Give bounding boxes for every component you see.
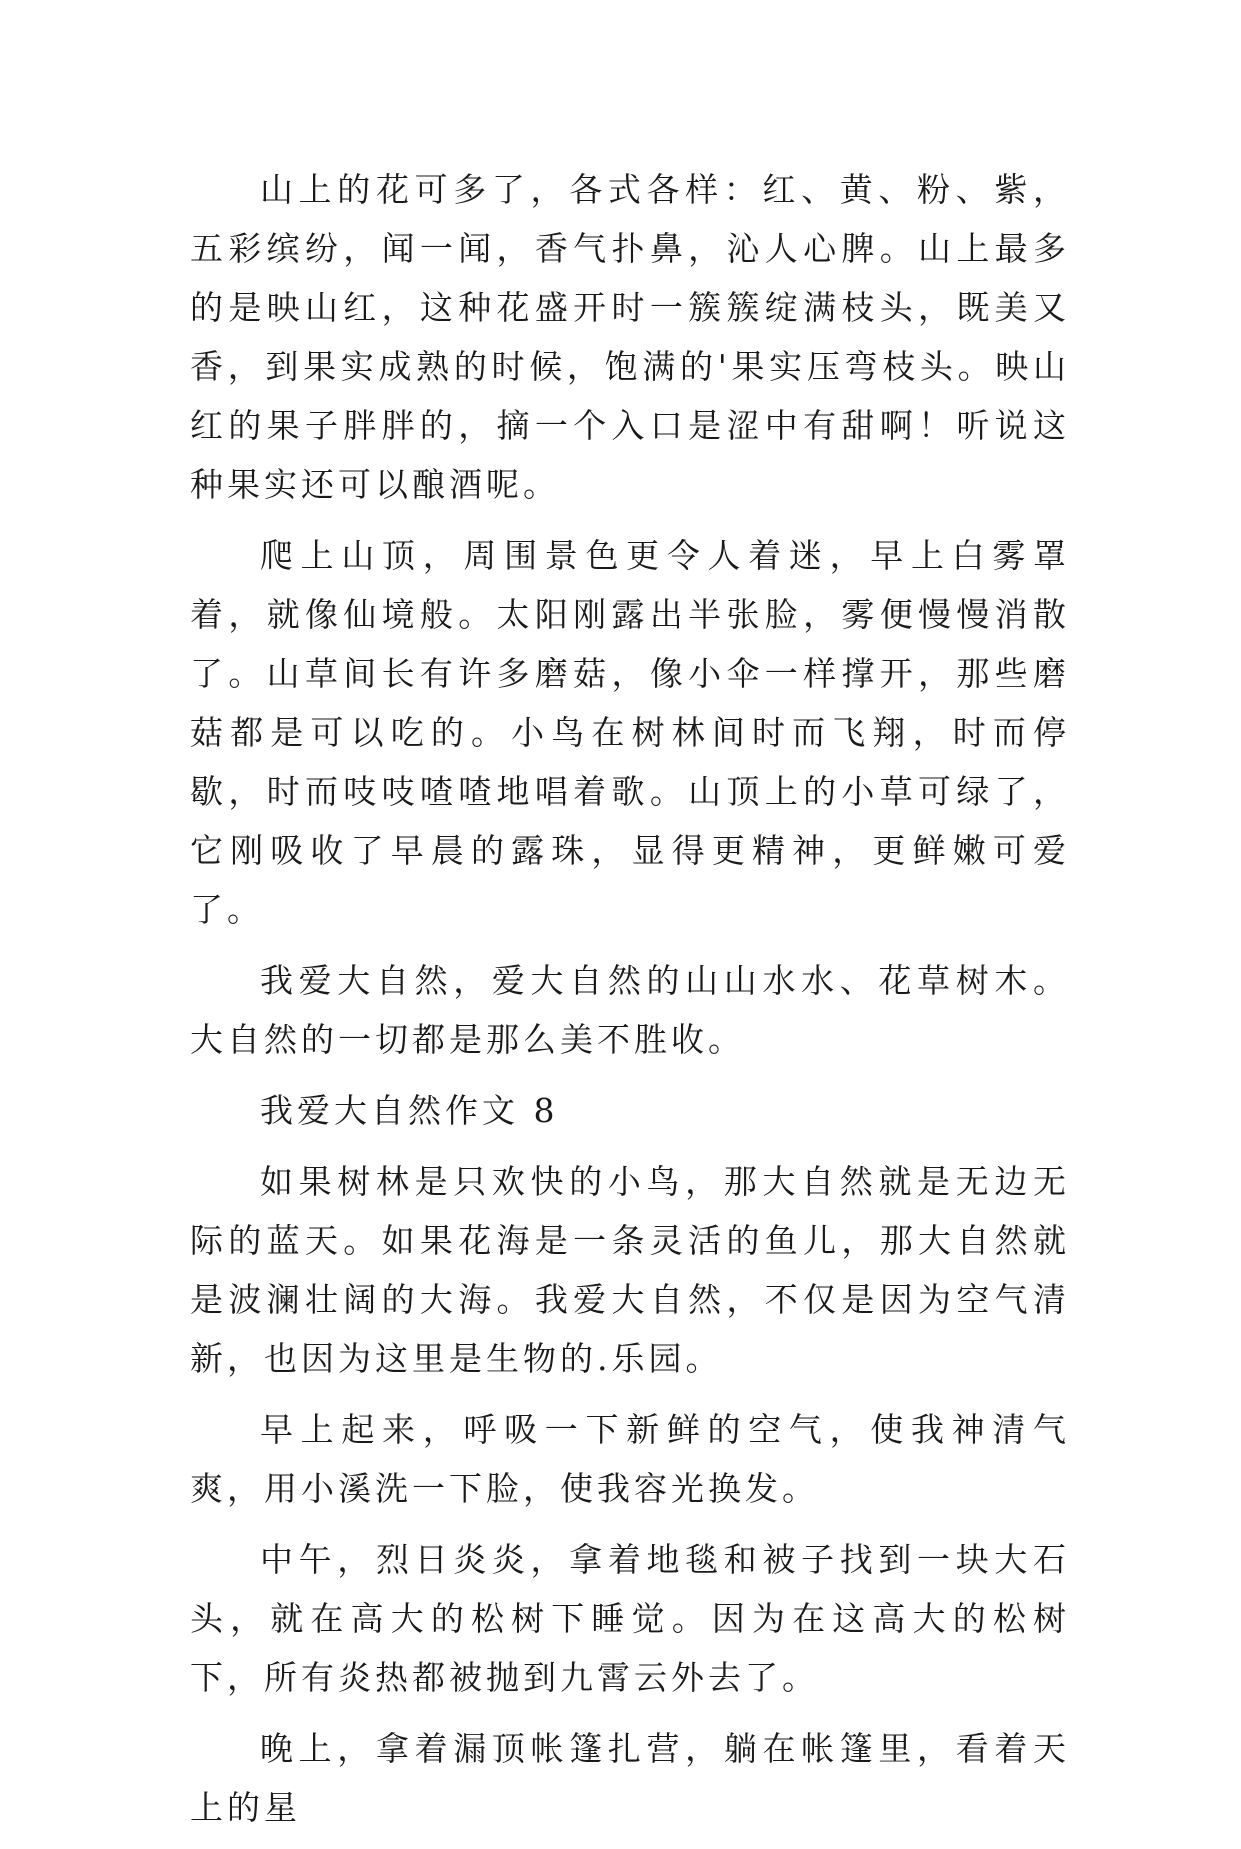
document-body	[190, 160, 1070, 1849]
paragraph-morning: 早上起来，呼吸一下新鲜的空气，使我神清气爽，用小溪洗一下脸，使我容光换发。	[190, 1410, 1070, 1508]
paragraph-mountain-top: 爬上山顶，周围景色更令人着迷，早上白雾罩着，就像仙境般。太阳刚露出半张脸，雾便慢慢消散了。山草间长有许多磨菇，像小伞一样撑开，那些磨菇都是可以吃的。小鸟在树林间时而飞翔，时而停歇，时而吱吱喳喳地唱着歌。山顶上的小草可绿了，它刚吸收了早晨的露珠，显得更精神，更鲜嫩可爱了。	[190, 536, 1070, 929]
paragraph-forest-sky: 如果树林是只欢快的小鸟，那大自然就是无边无际的蓝天。如果花海是一条灵活的鱼儿，那大自然就是波澜壮阔的大海。我爱大自然，不仅是因为空气清新，也因为这里是生物的.乐园。	[190, 1162, 1070, 1378]
essay-heading: 我爱大自然作文 8	[260, 1091, 559, 1130]
paragraph-flowers: 山上的花可多了，各式各样：红、黄、粉、紫，五彩缤纷，闻一闻，香气扑鼻，沁人心脾。山上最多的是映山红，这种花盛开时一簇簇绽满枝头，既美又香，到果实成熟的时候，饱满的'果实压弯枝头。映山红的果子胖胖的，摘一个入口是涩中有甜啊！听说这种果实还可以酿酒呢。	[190, 170, 1070, 504]
paragraph-evening: 晚上，拿着漏顶帐篷扎营，躺在帐篷里，看着天上的星	[190, 1729, 1070, 1827]
paragraph-noon: 中午，烈日炎炎，拿着地毯和被子找到一块大石头，就在高大的松树下睡觉。因为在这高大的松树下，所有炎热都被抛到九霄云外去了。	[190, 1540, 1070, 1697]
paragraph-love-nature: 我爱大自然，爱大自然的山山水水、花草树木。大自然的一切都是那么美不胜收。	[190, 961, 1070, 1059]
